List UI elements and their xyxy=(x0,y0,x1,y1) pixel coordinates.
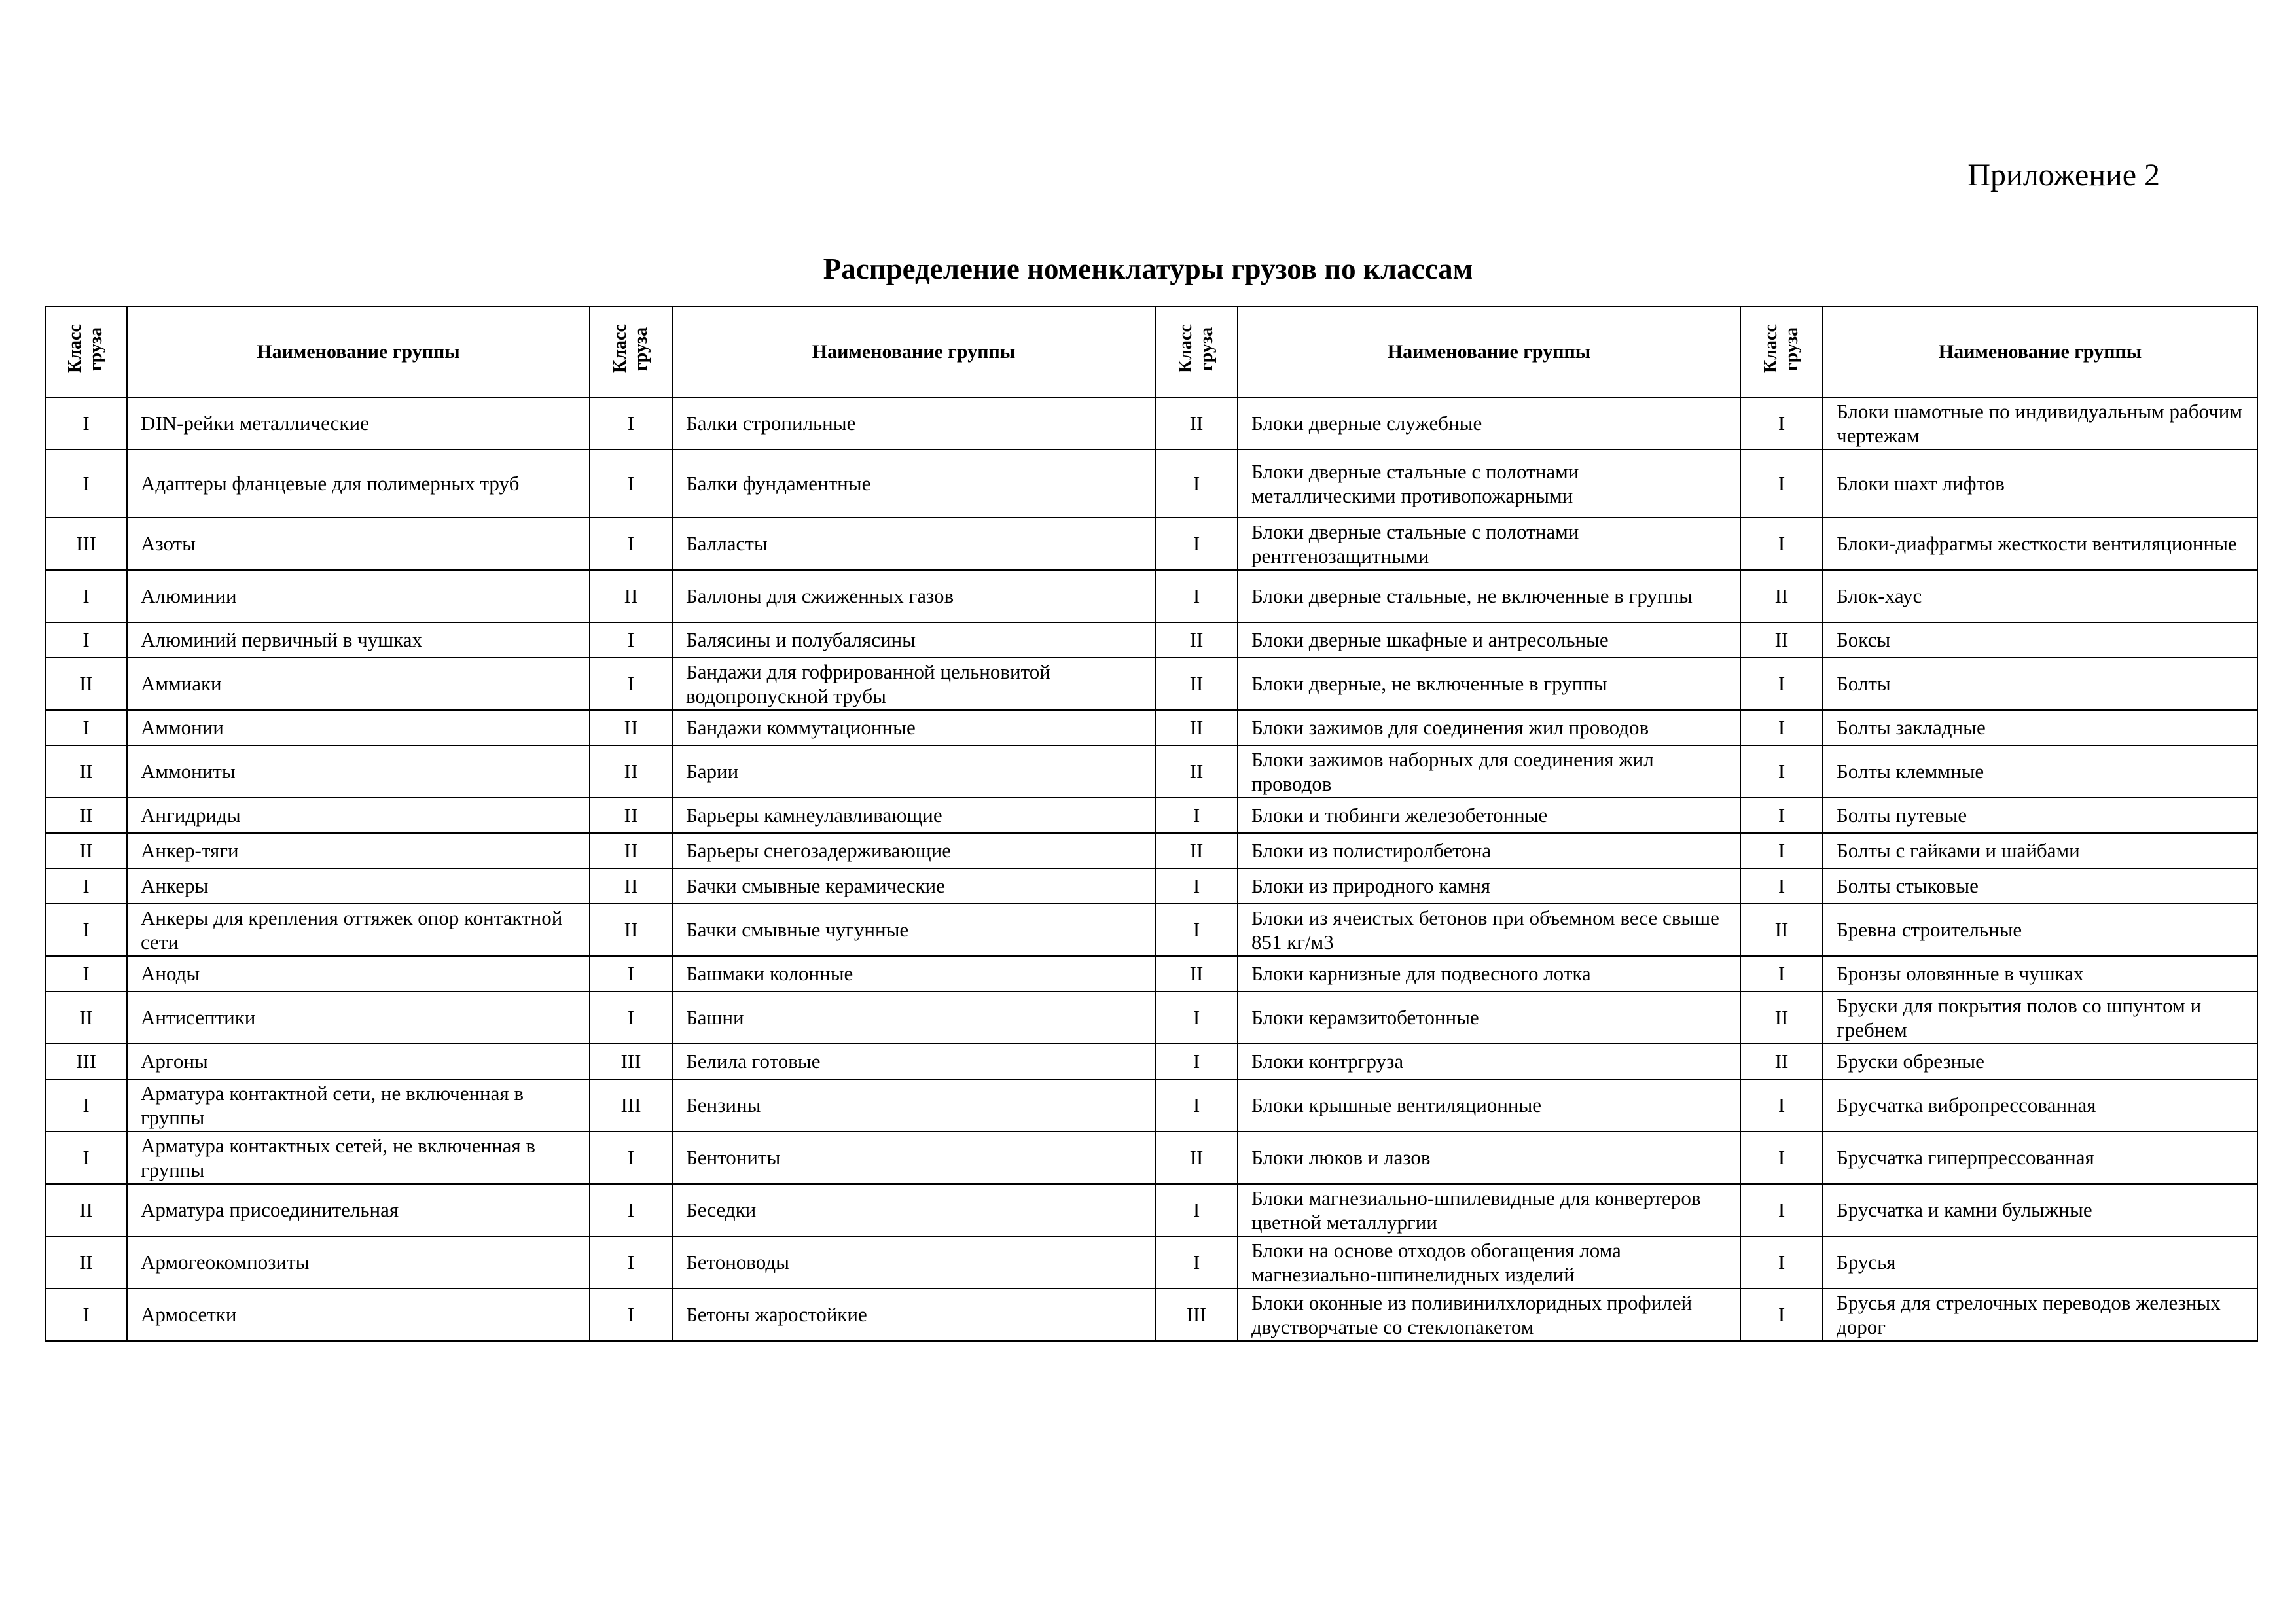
group-name-cell: Бревна строительные xyxy=(1823,904,2257,956)
group-name-cell: Ангидриды xyxy=(127,798,590,833)
table-row xyxy=(45,658,2257,710)
group-name-cell: Азоты xyxy=(127,518,590,570)
class-cell: III xyxy=(45,518,127,570)
class-cell: I xyxy=(1155,570,1238,622)
class-cell: II xyxy=(1740,1044,1823,1079)
class-cell: II xyxy=(45,1236,127,1289)
group-name-cell: Блоки керамзитобетонные xyxy=(1238,991,1740,1044)
class-cell: I xyxy=(1740,1289,1823,1341)
group-name-cell: Болты закладные xyxy=(1823,710,2257,745)
table-row xyxy=(45,904,2257,956)
group-name-cell: Блоки дверные служебные xyxy=(1238,397,1740,450)
table-row xyxy=(45,397,2257,450)
class-cell: I xyxy=(1740,798,1823,833)
class-cell: II xyxy=(590,570,672,622)
header-class: Класс груза xyxy=(590,306,672,397)
group-name-cell: Белила готовые xyxy=(672,1044,1155,1079)
group-name-cell: Блоки из ячеистых бетонов при объемном весе свыше 851 кг/м3 xyxy=(1238,904,1740,956)
class-cell: I xyxy=(590,1132,672,1184)
group-name-cell: Аммонии xyxy=(127,710,590,745)
table-row xyxy=(45,1289,2257,1341)
group-name-cell: Балки стропильные xyxy=(672,397,1155,450)
group-name-cell: Бентониты xyxy=(672,1132,1155,1184)
class-cell: II xyxy=(1155,710,1238,745)
class-cell: II xyxy=(590,868,672,904)
group-name-cell: Блоки-диафрагмы жесткости вентиляционные xyxy=(1823,518,2257,570)
class-cell: II xyxy=(45,798,127,833)
class-cell: II xyxy=(45,833,127,868)
group-name-cell: Блоки на основе отходов обогащения лома магнезиально-шпинелидных изделий xyxy=(1238,1236,1740,1289)
class-cell: III xyxy=(590,1079,672,1132)
group-name-cell: Адаптеры фланцевые для полимерных труб xyxy=(127,450,590,518)
group-name-cell: Бензины xyxy=(672,1079,1155,1132)
class-cell: II xyxy=(1740,991,1823,1044)
class-cell: I xyxy=(590,658,672,710)
table-row xyxy=(45,1132,2257,1184)
class-cell: II xyxy=(1155,397,1238,450)
group-name-cell: Блоки дверные стальные с полотнами металлическими противопожарными xyxy=(1238,450,1740,518)
header-name: Наименование группы xyxy=(1238,306,1740,397)
class-cell: I xyxy=(1155,868,1238,904)
table-row xyxy=(45,991,2257,1044)
class-cell: I xyxy=(1155,1236,1238,1289)
class-cell: I xyxy=(590,450,672,518)
group-name-cell: Бандажи для гофрированной цельновитой водопропускной трубы xyxy=(672,658,1155,710)
class-cell: II xyxy=(45,1184,127,1236)
class-cell: II xyxy=(590,798,672,833)
group-name-cell: Антисептики xyxy=(127,991,590,1044)
group-name-cell: Блоки дверные стальные с полотнами рентгенозащитными xyxy=(1238,518,1740,570)
class-cell: I xyxy=(1155,904,1238,956)
group-name-cell: Аммониты xyxy=(127,745,590,798)
class-cell: I xyxy=(45,1132,127,1184)
group-name-cell: Блоки крышные вентиляционные xyxy=(1238,1079,1740,1132)
group-name-cell: Блоки зажимов наборных для соединения жил проводов xyxy=(1238,745,1740,798)
class-cell: I xyxy=(45,622,127,658)
table-row xyxy=(45,710,2257,745)
class-cell: II xyxy=(1155,1132,1238,1184)
group-name-cell: Аргоны xyxy=(127,1044,590,1079)
class-cell: II xyxy=(1155,833,1238,868)
nomenclature-table xyxy=(45,306,2258,1342)
class-cell: I xyxy=(1155,798,1238,833)
group-name-cell: Блоки шамотные по индивидуальным рабочим чертежам xyxy=(1823,397,2257,450)
group-name-cell: DIN-рейки металлические xyxy=(127,397,590,450)
group-name-cell: Арматура контактной сети, не включенная в группы xyxy=(127,1079,590,1132)
group-name-cell: Аноды xyxy=(127,956,590,991)
header-name: Наименование группы xyxy=(672,306,1155,397)
group-name-cell: Болты путевые xyxy=(1823,798,2257,833)
table-row xyxy=(45,1079,2257,1132)
class-cell: I xyxy=(1740,1236,1823,1289)
class-cell: III xyxy=(1155,1289,1238,1341)
page-title: Распределение номенклатуры грузов по классам xyxy=(823,253,1473,285)
group-name-cell: Блоки дверные, не включенные в группы xyxy=(1238,658,1740,710)
group-name-cell: Болты с гайками и шайбами xyxy=(1823,833,2257,868)
group-name-cell: Блоки из полистиролбетона xyxy=(1238,833,1740,868)
class-cell: II xyxy=(1740,570,1823,622)
header-name: Наименование группы xyxy=(127,306,590,397)
class-cell: I xyxy=(1155,1044,1238,1079)
group-name-cell: Брусчатка и камни булыжные xyxy=(1823,1184,2257,1236)
class-cell: I xyxy=(590,1236,672,1289)
table-row xyxy=(45,450,2257,518)
class-cell: I xyxy=(45,570,127,622)
group-name-cell: Бетоны жаростойкие xyxy=(672,1289,1155,1341)
group-name-cell: Балясины и полубалясины xyxy=(672,622,1155,658)
group-name-cell: Баллоны для сжиженных газов xyxy=(672,570,1155,622)
table-row xyxy=(45,1236,2257,1289)
table-row xyxy=(45,1044,2257,1079)
table-row xyxy=(45,622,2257,658)
header-class: Класс груза xyxy=(1740,306,1823,397)
class-cell: I xyxy=(1740,1079,1823,1132)
group-name-cell: Арматура присоединительная xyxy=(127,1184,590,1236)
group-name-cell: Блоки люков и лазов xyxy=(1238,1132,1740,1184)
group-name-cell: Анкер-тяги xyxy=(127,833,590,868)
class-cell: II xyxy=(1155,956,1238,991)
class-cell: II xyxy=(45,658,127,710)
class-cell: I xyxy=(590,991,672,1044)
class-cell: II xyxy=(590,833,672,868)
class-cell: I xyxy=(1155,991,1238,1044)
group-name-cell: Бруски обрезные xyxy=(1823,1044,2257,1079)
group-name-cell: Блоки карнизные для подвесного лотка xyxy=(1238,956,1740,991)
group-name-cell: Блоки из природного камня xyxy=(1238,868,1740,904)
table-row xyxy=(45,956,2257,991)
class-cell: II xyxy=(590,745,672,798)
group-name-cell: Болты xyxy=(1823,658,2257,710)
class-cell: II xyxy=(45,991,127,1044)
class-cell: I xyxy=(590,956,672,991)
group-name-cell: Блок-хаус xyxy=(1823,570,2257,622)
class-cell: I xyxy=(1740,518,1823,570)
header-class: Класс груза xyxy=(1155,306,1238,397)
group-name-cell: Анкеры xyxy=(127,868,590,904)
group-name-cell: Алюминии xyxy=(127,570,590,622)
group-name-cell: Аммиаки xyxy=(127,658,590,710)
class-cell: II xyxy=(1740,622,1823,658)
class-cell: II xyxy=(1155,658,1238,710)
class-cell: I xyxy=(590,397,672,450)
class-cell: II xyxy=(590,904,672,956)
group-name-cell: Алюминий первичный в чушках xyxy=(127,622,590,658)
class-cell: II xyxy=(1740,904,1823,956)
class-cell: I xyxy=(45,1289,127,1341)
group-name-cell: Болты стыковые xyxy=(1823,868,2257,904)
group-name-cell: Балки фундаментные xyxy=(672,450,1155,518)
class-cell: II xyxy=(45,745,127,798)
table-row xyxy=(45,798,2257,833)
table-row xyxy=(45,745,2257,798)
group-name-cell: Башни xyxy=(672,991,1155,1044)
class-cell: I xyxy=(590,518,672,570)
class-cell: III xyxy=(590,1044,672,1079)
class-cell: I xyxy=(1740,397,1823,450)
group-name-cell: Бандажи коммутационные xyxy=(672,710,1155,745)
table-row xyxy=(45,570,2257,622)
table-row xyxy=(45,1184,2257,1236)
group-name-cell: Барьеры камнеулавливающие xyxy=(672,798,1155,833)
class-cell: I xyxy=(590,622,672,658)
class-cell: III xyxy=(45,1044,127,1079)
group-name-cell: Болты клеммные xyxy=(1823,745,2257,798)
header-name: Наименование группы xyxy=(1823,306,2257,397)
group-name-cell: Бачки смывные керамические xyxy=(672,868,1155,904)
group-name-cell: Балласты xyxy=(672,518,1155,570)
table-row xyxy=(45,833,2257,868)
group-name-cell: Блоки и тюбинги железобетонные xyxy=(1238,798,1740,833)
class-cell: I xyxy=(590,1289,672,1341)
group-name-cell: Армогеокомпозиты xyxy=(127,1236,590,1289)
class-cell: II xyxy=(1155,622,1238,658)
group-name-cell: Блоки контргруза xyxy=(1238,1044,1740,1079)
header-class: Класс груза xyxy=(45,306,127,397)
class-cell: I xyxy=(1740,745,1823,798)
appendix-label: Приложение 2 xyxy=(1967,158,2160,192)
class-cell: II xyxy=(590,710,672,745)
header-row xyxy=(45,306,2257,397)
group-name-cell: Боксы xyxy=(1823,622,2257,658)
group-name-cell: Бетоноводы xyxy=(672,1236,1155,1289)
group-name-cell: Блоки магнезиально-шпилевидные для конвертеров цветной металлургии xyxy=(1238,1184,1740,1236)
group-name-cell: Бачки смывные чугунные xyxy=(672,904,1155,956)
class-cell: I xyxy=(1740,658,1823,710)
class-cell: I xyxy=(1155,1184,1238,1236)
group-name-cell: Барьеры снегозадерживающие xyxy=(672,833,1155,868)
class-cell: I xyxy=(45,710,127,745)
class-cell: I xyxy=(45,397,127,450)
group-name-cell: Анкеры для крепления оттяжек опор контактной сети xyxy=(127,904,590,956)
class-cell: I xyxy=(1155,1079,1238,1132)
table-row xyxy=(45,518,2257,570)
class-cell: I xyxy=(1155,518,1238,570)
class-cell: I xyxy=(590,1184,672,1236)
class-cell: I xyxy=(1740,1184,1823,1236)
group-name-cell: Барии xyxy=(672,745,1155,798)
group-name-cell: Бронзы оловянные в чушках xyxy=(1823,956,2257,991)
class-cell: I xyxy=(1740,956,1823,991)
class-cell: I xyxy=(45,956,127,991)
group-name-cell: Блоки дверные шкафные и антресольные xyxy=(1238,622,1740,658)
group-name-cell: Брусчатка вибропрессованная xyxy=(1823,1079,2257,1132)
group-name-cell: Башмаки колонные xyxy=(672,956,1155,991)
group-name-cell: Блоки оконные из поливинилхлоридных профилей двустворчатые со стеклопакетом xyxy=(1238,1289,1740,1341)
group-name-cell: Бруски для покрытия полов со шпунтом и гребнем xyxy=(1823,991,2257,1044)
class-cell: I xyxy=(1740,868,1823,904)
group-name-cell: Блоки дверные стальные, не включенные в группы xyxy=(1238,570,1740,622)
class-cell: I xyxy=(1155,450,1238,518)
class-cell: I xyxy=(45,868,127,904)
group-name-cell: Армосетки xyxy=(127,1289,590,1341)
class-cell: I xyxy=(1740,833,1823,868)
group-name-cell: Беседки xyxy=(672,1184,1155,1236)
group-name-cell: Брусья xyxy=(1823,1236,2257,1289)
group-name-cell: Блоки зажимов для соединения жил проводов xyxy=(1238,710,1740,745)
class-cell: I xyxy=(45,1079,127,1132)
class-cell: I xyxy=(1740,450,1823,518)
group-name-cell: Брусчатка гиперпрессованная xyxy=(1823,1132,2257,1184)
group-name-cell: Арматура контактных сетей, не включенная в группы xyxy=(127,1132,590,1184)
group-name-cell: Блоки шахт лифтов xyxy=(1823,450,2257,518)
table-row xyxy=(45,868,2257,904)
class-cell: I xyxy=(45,450,127,518)
group-name-cell: Брусья для стрелочных переводов железных дорог xyxy=(1823,1289,2257,1341)
class-cell: II xyxy=(1155,745,1238,798)
class-cell: I xyxy=(45,904,127,956)
class-cell: I xyxy=(1740,710,1823,745)
class-cell: I xyxy=(1740,1132,1823,1184)
